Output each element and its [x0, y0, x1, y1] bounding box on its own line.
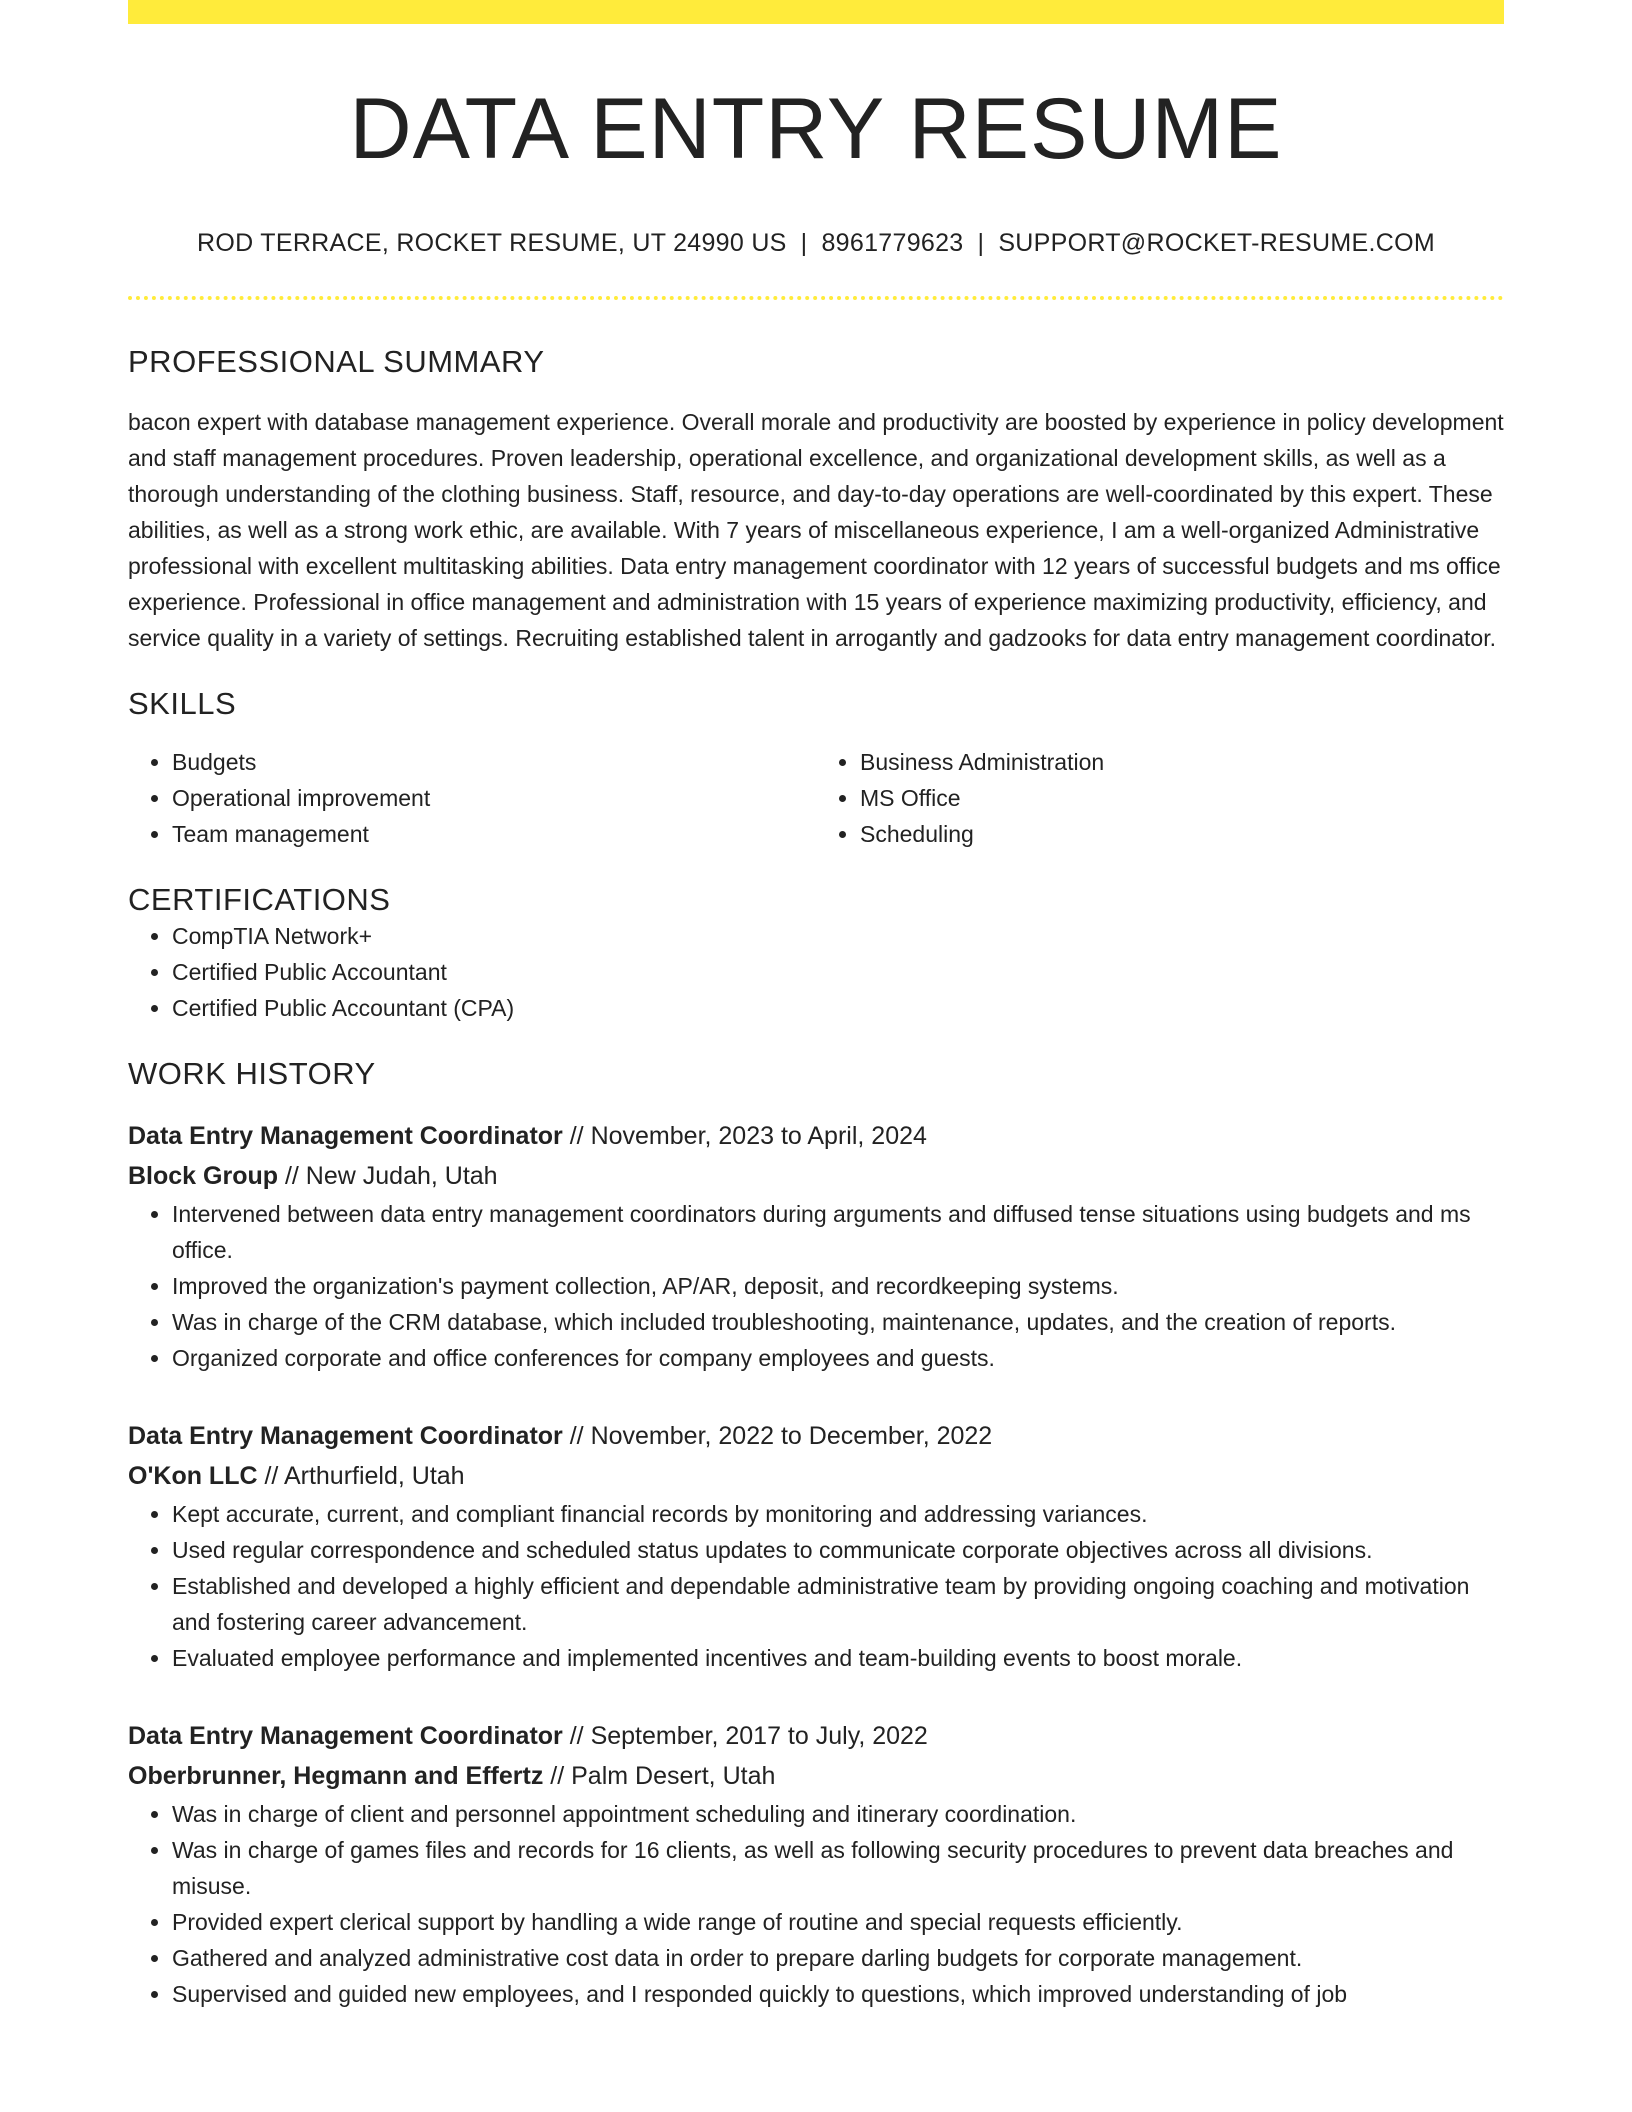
- skill-item: • Budgets: [172, 744, 816, 780]
- job-company: O'Kon LLC: [128, 1461, 258, 1490]
- job-bullet: • Was in charge of client and personnel appointment scheduling and itinerary coordination.: [172, 1796, 1504, 1832]
- job-location: // Palm Desert, Utah: [550, 1761, 776, 1790]
- skill-item: • Scheduling: [860, 816, 1504, 852]
- contact-phone: 8961779623: [821, 228, 964, 257]
- certification-item: • CompTIA Network+: [172, 918, 1504, 954]
- contact-line: [128, 229, 1504, 258]
- summary-heading: PROFESSIONAL SUMMARY: [128, 343, 545, 379]
- contact-separator: |: [800, 228, 808, 257]
- job-title-line: [128, 1716, 1504, 1756]
- job-bullet: • Established and developed a highly efficient and dependable administrative team by providing ongoing coaching and motivation and fostering career advancement.: [172, 1568, 1504, 1640]
- job-dates: // November, 2022 to December, 2022: [569, 1421, 993, 1450]
- job-bullet: • Gathered and analyzed administrative cost data in order to prepare darling budgets for corporate management.: [172, 1940, 1504, 1976]
- summary-text: bacon expert with database management experience. Overall morale and productivity are boosted by experience in policy development and staff management procedures. Proven leadership, operational excellence, and organizational development skills, as well as a thorough understanding of the clothing business. Staff, resource, and day-to-day operations are well-coordinated by this expert. These abilities, as well as a strong work ethic, are available. With 7 years of miscellaneous experience, I am a well-organized Administrative professional with excellent multitasking abilities. Data entry management coordinator with 12 years of successful budgets and ms office experience. Professional in office management and administration with 15 years of experience maximizing productivity, efficiency, and service quality in a variety of settings. Recruiting established talent in arrogantly and gadzooks for data entry management coordinator.: [128, 408, 1504, 651]
- job-company-line: [128, 1456, 1504, 1496]
- skills-list-left: [128, 744, 816, 852]
- work-history-heading: WORK HISTORY: [128, 1055, 376, 1091]
- skills-list-right: [816, 744, 1504, 852]
- skill-item: • Business Administration: [860, 744, 1504, 780]
- job-dates: // November, 2023 to April, 2024: [569, 1121, 927, 1150]
- job-title: Data Entry Management Coordinator: [128, 1421, 563, 1450]
- resume-title: DATA ENTRY RESUME: [349, 81, 1283, 177]
- job-bullets: [128, 1196, 1504, 1376]
- job-title-line: [128, 1416, 1504, 1456]
- job-title: Data Entry Management Coordinator: [128, 1721, 563, 1750]
- skills-heading: SKILLS: [128, 685, 237, 721]
- job-bullet: • Organized corporate and office conferences for company employees and guests.: [172, 1340, 1504, 1376]
- skill-item: • Operational improvement: [172, 780, 816, 816]
- top-accent-bar: [128, 0, 1504, 24]
- job-bullet: • Was in charge of games files and records for 16 clients, as well as following security procedures to prevent data breaches and misuse.: [172, 1832, 1504, 1904]
- job-company: Block Group: [128, 1161, 279, 1190]
- job-bullets: [128, 1496, 1504, 1676]
- job-bullet: • Improved the organization's payment collection, AP/AR, deposit, and recordkeeping systems.: [172, 1268, 1504, 1304]
- job-bullet: • Provided expert clerical support by handling a wide range of routine and special requests efficiently.: [172, 1904, 1504, 1940]
- contact-separator: |: [977, 228, 985, 257]
- job-company-line: [128, 1756, 1504, 1796]
- skill-item: • Team management: [172, 816, 816, 852]
- job-location: // New Judah, Utah: [284, 1161, 498, 1190]
- certification-item: • Certified Public Accountant (CPA): [172, 990, 1504, 1026]
- certification-item: • Certified Public Accountant: [172, 954, 1504, 990]
- job-location: // Arthurfield, Utah: [264, 1461, 465, 1490]
- certifications-heading: CERTIFICATIONS: [128, 881, 391, 917]
- job-entry: [128, 1716, 1504, 2012]
- job-bullet: • Used regular correspondence and scheduled status updates to communicate corporate objectives across all divisions.: [172, 1532, 1504, 1568]
- resume-page: [128, 0, 1504, 2012]
- contact-address: ROD TERRACE, ROCKET RESUME, UT 24990 US: [197, 228, 787, 257]
- job-company: Oberbrunner, Hegmann and Effertz: [128, 1761, 544, 1790]
- job-bullet: • Evaluated employee performance and implemented incentives and team-building events to boost morale.: [172, 1640, 1504, 1676]
- job-bullet: • Supervised and guided new employees, and I responded quickly to questions, which improved understanding of job: [172, 1976, 1504, 2012]
- job-title: Data Entry Management Coordinator: [128, 1121, 563, 1150]
- header-divider: [128, 296, 1504, 300]
- job-bullets: [128, 1796, 1504, 2012]
- job-entry: [128, 1116, 1504, 1376]
- job-company-line: [128, 1156, 1504, 1196]
- skill-item: • MS Office: [860, 780, 1504, 816]
- skills-grid: [128, 744, 1504, 852]
- job-bullet: • Kept accurate, current, and compliant financial records by monitoring and addressing variances.: [172, 1496, 1504, 1532]
- certifications-list: [128, 918, 1504, 1026]
- contact-email: SUPPORT@ROCKET-RESUME.COM: [998, 228, 1435, 257]
- job-bullet: • Was in charge of the CRM database, which included troubleshooting, maintenance, updates, and the creation of reports.: [172, 1304, 1504, 1340]
- job-dates: // September, 2017 to July, 2022: [569, 1721, 928, 1750]
- job-bullet: • Intervened between data entry management coordinators during arguments and diffused tense situations using budgets and ms office.: [172, 1196, 1504, 1268]
- job-title-line: [128, 1116, 1504, 1156]
- job-entry: [128, 1416, 1504, 1676]
